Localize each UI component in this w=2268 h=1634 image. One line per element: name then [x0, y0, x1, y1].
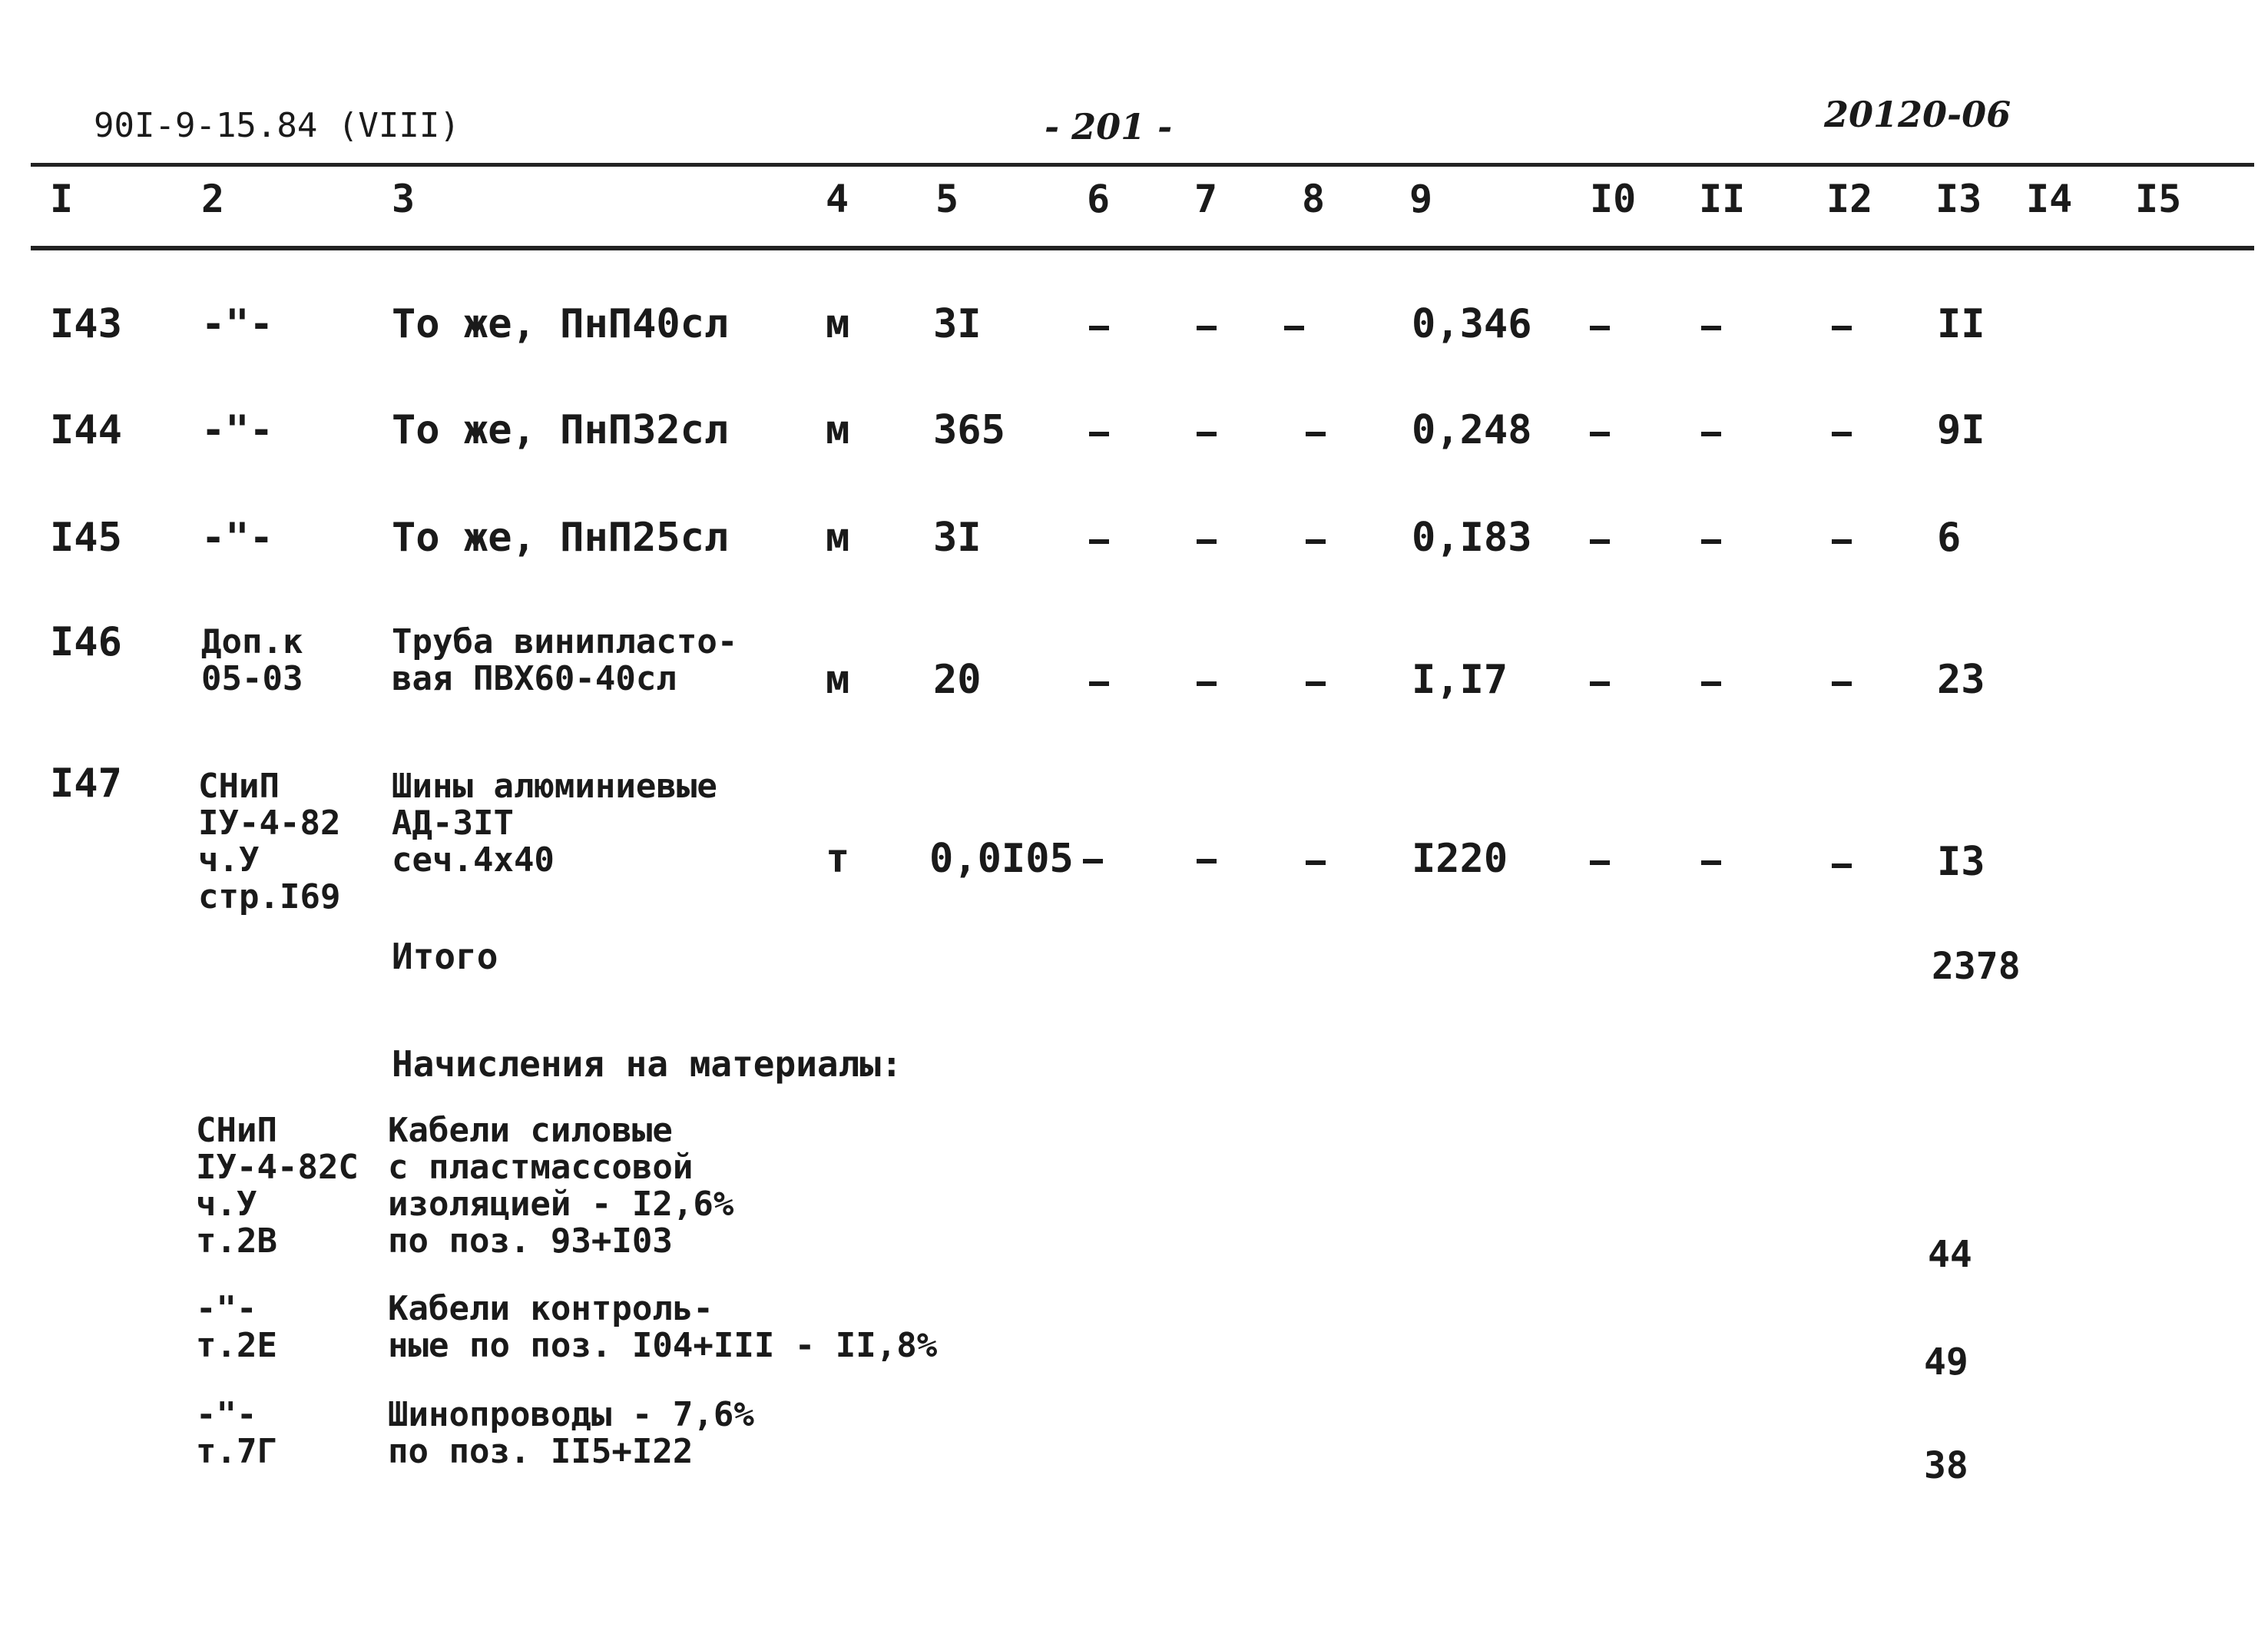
- row-unit-price: 0,346: [1412, 301, 1532, 347]
- row-basis: [201, 624, 303, 698]
- charge-value: 49: [1924, 1341, 1968, 1384]
- charge-basis: [196, 1397, 277, 1470]
- empty-cell-dash: [1701, 326, 1721, 330]
- name-line: сеч.4х40: [392, 840, 555, 880]
- basis-line: -"-: [196, 1289, 257, 1328]
- row-basis: [198, 768, 340, 916]
- empty-cell-dash: [1197, 681, 1217, 686]
- row-position: I47: [50, 761, 122, 807]
- row-quantity: 3I: [933, 301, 982, 347]
- empty-cell-dash: [1701, 432, 1721, 436]
- basis-line: IУ-4-82С: [196, 1148, 359, 1187]
- charge-text-line: Кабели силовые: [388, 1111, 673, 1150]
- name-line: Труба винипласто-: [392, 622, 738, 661]
- empty-cell-dash: [1832, 539, 1852, 544]
- basis-line: стр.I69: [198, 877, 341, 916]
- row-name: [392, 624, 737, 698]
- column-header: I3: [1935, 177, 1982, 221]
- name-line: Шины алюминиевые: [392, 767, 717, 806]
- row-basis: -"-: [201, 515, 273, 561]
- basis-line: 05-03: [201, 659, 303, 698]
- charge-basis: [196, 1291, 277, 1364]
- empty-cell-dash: [1590, 432, 1610, 436]
- column-header: I0: [1590, 177, 1637, 221]
- column-header: 6: [1087, 177, 1111, 221]
- document-code: 90I-9-15.84 (VIII): [94, 106, 460, 145]
- column-header: 2: [201, 177, 225, 221]
- basis-line: ч.У: [198, 840, 260, 880]
- charge-text-line: изоляцией - I2,6%: [388, 1185, 734, 1224]
- empty-cell-dash: [1590, 326, 1610, 330]
- charges-title: Начисления на материалы:: [392, 1043, 902, 1085]
- basis-line: т.2Е: [196, 1326, 277, 1365]
- empty-cell-dash: [1701, 860, 1721, 865]
- row-unit-price: I,I7: [1412, 657, 1508, 703]
- empty-cell-dash: [1306, 860, 1326, 865]
- basis-line: IУ-4-82: [198, 804, 341, 843]
- row-unit-price: 0,I83: [1412, 515, 1532, 561]
- row-unit: м: [826, 301, 850, 347]
- charge-text-line: Шинопроводы - 7,6%: [388, 1395, 754, 1434]
- row-unit: т: [826, 836, 850, 882]
- row-unit: м: [826, 515, 850, 561]
- name-line: вая ПВХ60-40сл: [392, 659, 677, 698]
- row-position: I44: [50, 407, 122, 453]
- row-unit-price: I220: [1412, 836, 1508, 882]
- empty-cell-dash: [1306, 539, 1326, 544]
- empty-cell-dash: [1701, 539, 1721, 544]
- basis-line: Доп.к: [201, 622, 303, 661]
- row-unit: м: [826, 407, 850, 453]
- column-header: 3: [392, 177, 416, 221]
- empty-cell-dash: [1197, 432, 1217, 436]
- name-line: АД-3IТ: [392, 804, 514, 843]
- charge-basis: [196, 1112, 359, 1260]
- column-header: I2: [1826, 177, 1873, 221]
- row-basis: -"-: [201, 407, 273, 453]
- empty-cell-dash: [1083, 859, 1103, 863]
- page-number: - 201 -: [1045, 106, 1173, 147]
- empty-cell-dash: [1197, 326, 1217, 330]
- column-header: II: [1699, 177, 1746, 221]
- row-name: То же, ПнП32сл: [392, 407, 729, 453]
- empty-cell-dash: [1832, 432, 1852, 436]
- row-total: II: [1937, 301, 1985, 347]
- basis-line: т.7Г: [196, 1432, 277, 1471]
- empty-cell-dash: [1832, 326, 1852, 330]
- basis-line: -"-: [196, 1395, 257, 1434]
- empty-cell-dash: [1089, 681, 1109, 686]
- empty-cell-dash: [1089, 539, 1109, 544]
- row-unit-price: 0,248: [1412, 407, 1532, 453]
- empty-cell-dash: [1306, 432, 1326, 436]
- column-header: 5: [935, 177, 959, 221]
- row-total: 23: [1937, 657, 1985, 703]
- column-header: I5: [2135, 177, 2182, 221]
- charge-value: 38: [1924, 1444, 1968, 1487]
- basis-line: т.2В: [196, 1221, 277, 1261]
- header-top-rule: [31, 163, 2254, 167]
- empty-cell-dash: [1832, 681, 1852, 686]
- column-header: 7: [1194, 177, 1218, 221]
- column-header: 8: [1302, 177, 1326, 221]
- empty-cell-dash: [1590, 681, 1610, 686]
- sheet-code: 20120-06: [1824, 94, 2011, 135]
- row-total: 9I: [1937, 407, 1985, 453]
- empty-cell-dash: [1197, 859, 1217, 863]
- charge-text: [388, 1291, 937, 1364]
- empty-cell-dash: [1832, 863, 1852, 868]
- header-bottom-rule: [31, 246, 2254, 250]
- column-header: 9: [1409, 177, 1433, 221]
- row-quantity: 20: [933, 657, 982, 703]
- basis-line: СНиП: [198, 767, 280, 806]
- charge-text-line: с пластмассовой: [388, 1148, 694, 1187]
- row-name: То же, ПнП25сл: [392, 515, 729, 561]
- basis-line: СНиП: [196, 1111, 277, 1150]
- row-total: I3: [1937, 839, 1985, 885]
- column-header: I: [50, 177, 74, 221]
- charge-value: 44: [1928, 1233, 1972, 1276]
- row-unit: м: [826, 657, 850, 703]
- column-header: 4: [826, 177, 849, 221]
- charge-text: [388, 1397, 754, 1470]
- basis-line: ч.У: [196, 1185, 257, 1224]
- row-position: I45: [50, 515, 122, 561]
- row-quantity: 3I: [933, 515, 982, 561]
- empty-cell-dash: [1089, 326, 1109, 330]
- row-position: I43: [50, 301, 122, 347]
- charge-text-line: Кабели контроль-: [388, 1289, 714, 1328]
- row-basis: -"-: [201, 301, 273, 347]
- total-value: 2378: [1932, 945, 2021, 988]
- empty-cell-dash: [1590, 860, 1610, 865]
- total-label: Итого: [392, 936, 498, 977]
- row-name: [392, 768, 717, 879]
- charge-text-line: ные по поз. I04+III - II,8%: [388, 1326, 938, 1365]
- empty-cell-dash: [1701, 681, 1721, 686]
- charge-text-line: по поз. 93+I03: [388, 1221, 673, 1261]
- empty-cell-dash: [1197, 539, 1217, 544]
- empty-cell-dash: [1590, 539, 1610, 544]
- empty-cell-dash: [1306, 681, 1326, 686]
- row-quantity: 365: [933, 407, 1005, 453]
- row-name: То же, ПнП40сл: [392, 301, 729, 347]
- charge-text: [388, 1112, 733, 1260]
- charge-text-line: по поз. II5+I22: [388, 1432, 694, 1471]
- row-total: 6: [1937, 515, 1962, 561]
- empty-cell-dash: [1284, 326, 1304, 330]
- column-header: I4: [2026, 177, 2073, 221]
- row-quantity: 0,0I05: [929, 836, 1074, 882]
- empty-cell-dash: [1089, 432, 1109, 436]
- row-position: I46: [50, 619, 122, 665]
